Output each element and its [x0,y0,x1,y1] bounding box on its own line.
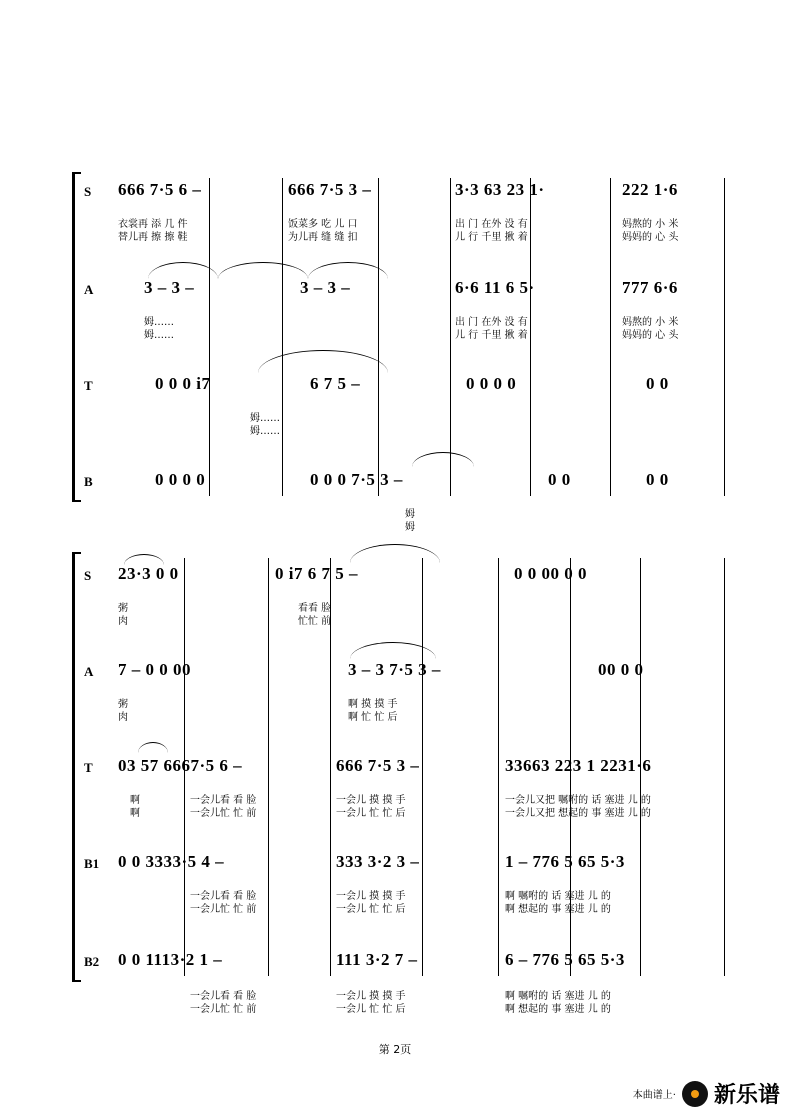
barline [724,558,725,976]
notes-measure: 0 0 [646,470,669,489]
lyric-line: 一会儿忙 忙 前 [190,808,257,819]
notes-measure: 0 i7 6 7 5 – [275,564,358,583]
notes-measure: 6 – 776 5 65 5·3 [505,950,625,969]
slur [138,742,168,753]
lyric-line: 替儿再 擦 擦 鞋 [118,232,188,243]
lyric-line: 衣裳再 添 几 件 [118,219,188,230]
notes-measure: 0 0 1113·2 1 – [118,950,223,969]
lyric-line: 忙忙 前 [298,616,332,627]
part-label: A [84,664,94,679]
notes-measure: 0 0 0 0 [155,470,206,489]
notes-measure: 666 7·5 3 – [336,756,420,775]
lyric-line: 为儿再 缝 缝 扣 [288,232,358,243]
notes-measure: 1 – 776 5 65 5·3 [505,852,625,871]
part-label: S [84,568,92,583]
system-2 [0,550,790,980]
barline [450,178,451,496]
slur [148,262,218,279]
lyric-line: 一会儿 忙 忙 后 [336,1004,406,1015]
notes-measure: 3 – 3 – [144,278,195,297]
lyric-line: 一会儿又把 想起的 事 塞进 儿 的 [505,808,651,819]
page-number: 第 2页 [378,1043,412,1056]
notes-measure: 0 0 00 0 0 [514,564,587,583]
notes-measure: 666 7·5 3 – [288,180,372,199]
lyric-line: 啊 [130,808,140,819]
system-bracket [72,172,81,502]
notes-measure: 0 0 [646,374,669,393]
notes-measure: 0 0 [548,470,571,489]
upload-label: 本曲谱上· [632,1090,676,1101]
lyric-line: 肉 [118,616,128,627]
lyric-line: 啊 嘱咐的 话 塞进 儿 的 [505,991,611,1002]
lyric-line: 一会儿看 看 脸 [190,991,257,1002]
record-disc-icon [682,1081,708,1107]
lyric-line: 出 门 在外 没 有 [455,317,528,328]
lyric-line: 姆 [405,522,415,533]
lyric-line: 啊 忙 忙 后 [348,712,398,723]
lyric-line: 一会儿又把 嘱咐的 话 塞进 儿 的 [505,795,651,806]
lyric-line: 啊 想起的 事 塞进 儿 的 [505,904,611,915]
slur [350,642,436,659]
barline [268,558,269,976]
lyric-line: 一会儿 忙 忙 后 [336,904,406,915]
notes-measure: 00 0 0 [598,660,644,679]
lyric-line: 一会儿 忙 忙 后 [336,808,406,819]
lyric-line: 姆…… [144,317,174,328]
lyric-line: 妈妈的 心 头 [622,232,679,243]
lyric-line: 姆 [405,509,415,520]
lyric-line: 看看 脸 [298,603,332,614]
lyric-line: 粥 [118,603,128,614]
lyric-line: 姆…… [144,330,174,341]
lyric-line: 饭菜多 吃 儿 口 [288,219,358,230]
barline [498,558,499,976]
slur [218,262,308,279]
barline [724,178,725,496]
notes-measure: 777 6·6 [622,278,678,297]
notes-measure: 0 0 0 0 [466,374,517,393]
slur [350,544,440,563]
lyric-line: 儿 行 千里 揪 着 [455,330,528,341]
part-label: T [84,378,93,393]
lyric-line: 肉 [118,712,128,723]
part-label: B2 [84,954,100,969]
barline [530,178,531,496]
notes-measure: 0 0 0 i7 [155,374,211,393]
slur [412,452,474,467]
part-label: A [84,282,94,297]
lyric-line: 出 门 在外 没 有 [455,219,528,230]
lyric-line: 一会儿 摸 摸 手 [336,891,406,902]
part-label: T [84,760,93,775]
notes-measure: 03 57 6667·5 6 – [118,756,243,775]
notes-measure: 333 3·2 3 – [336,852,420,871]
lyric-line: 啊 [130,795,140,806]
lyric-line: 儿 行 千里 揪 着 [455,232,528,243]
slur [308,262,388,279]
notes-measure: 3 – 3 – [300,278,351,297]
part-label: B1 [84,856,100,871]
barline [378,178,379,496]
notes-measure: 0 0 3333·5 4 – [118,852,225,871]
notes-measure: 222 1·6 [622,180,678,199]
notes-measure: 7 – 0 0 00 [118,660,191,679]
system-1 [0,170,790,500]
lyric-line: 妈熬的 小 米 [622,317,679,328]
slur [258,350,388,373]
lyric-line: 一会儿看 看 脸 [190,795,257,806]
lyric-line: 姆…… [250,413,280,424]
lyric-line: 一会儿忙 忙 前 [190,1004,257,1015]
notes-measure: 666 7·5 6 – [118,180,202,199]
lyric-line: 妈妈的 心 头 [622,330,679,341]
notes-measure: 6 7 5 – [310,374,361,393]
notes-measure: 3·3 63 23 1· [455,180,545,199]
lyric-line: 啊 想起的 事 塞进 儿 的 [505,1004,611,1015]
barline [282,178,283,496]
lyric-line: 啊 嘱咐的 话 塞进 儿 的 [505,891,611,902]
lyric-line: 一会儿看 看 脸 [190,891,257,902]
lyric-line: 粥 [118,699,128,710]
lyric-line: 一会儿忙 忙 前 [190,904,257,915]
brand-watermark [633,1078,780,1109]
lyric-line: 一会儿 摸 摸 手 [336,991,406,1002]
part-label: B [84,474,93,489]
lyric-line: 姆…… [250,426,280,437]
notes-measure: 33663 223 1 2231·6 [505,756,652,775]
lyric-line: 妈熬的 小 米 [622,219,679,230]
part-label: S [84,184,92,199]
lyric-line: 啊 摸 摸 手 [348,699,398,710]
brand-name: 新乐谱 [713,1083,780,1108]
notes-measure: 6·6 11 6 5· [455,278,535,297]
notes-measure: 23·3 0 0 [118,564,179,583]
notes-measure: 111 3·2 7 – [336,950,418,969]
barline [209,178,210,496]
lyric-line: 一会儿 摸 摸 手 [336,795,406,806]
system-bracket [72,552,81,982]
barline [422,558,423,976]
notes-measure: 3 – 3 7·5 3 – [348,660,441,679]
notes-measure: 0 0 0 7·5 3 – [310,470,403,489]
barline [610,178,611,496]
